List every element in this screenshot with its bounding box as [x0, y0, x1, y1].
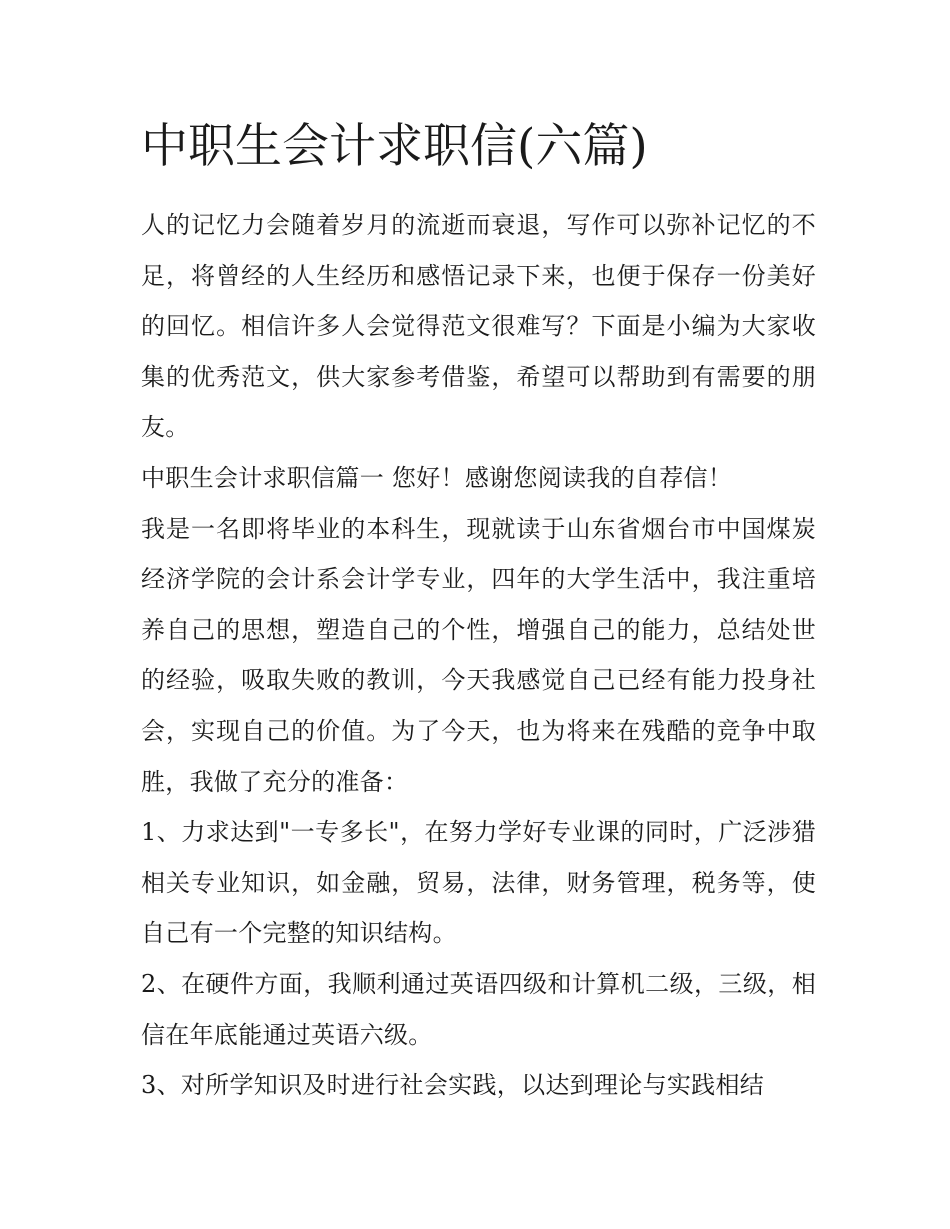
letter-greeting-paragraph: 中职生会计求职信篇一 您好！感谢您阅读我的自荐信！: [141, 463, 733, 492]
intro-paragraph: 人的记忆力会随着岁月的流逝而衰退，写作可以弥补记忆的不足，将曾经的人生经历和感悟记录下来，也便于保存一份美好的回忆。相信许多人会觉得范文很难写？下面是小编为大家收集的优秀范文，供大家参考借鉴，希望可以帮助到有需要的朋友。: [141, 211, 816, 442]
list-item-3: 3、对所学知识及时进行社会实践，以达到理论与实践相结: [141, 1071, 765, 1100]
list-item-1: 1、力求达到"一专多长"，在努力学好专业课的同时，广泛涉猎相关专业知识，如金融，贸易，法律，财务管理，税务等，使自己有一个完整的知识结构。: [141, 818, 816, 948]
document-page: [141, 112, 816, 1111]
self-introduction-paragraph: 我是一名即将毕业的本科生，现就读于山东省烟台市中国煤炭经济学院的会计系会计学专业，四年的大学生活中，我注重培养自己的思想，塑造自己的个性，增强自己的能力，总结处世的经验，吸取失败的教训，今天我感觉自己已经有能力投身社会，实现自己的价值。为了今天，也为将来在残酷的竞争中取胜，我做了充分的准备：: [141, 514, 816, 796]
page-title: 中职生会计求职信(六篇): [141, 119, 648, 174]
list-item-2: 2、在硬件方面，我顺利通过英语四级和计算机二级，三级，相信在年底能通过英语六级。: [141, 969, 816, 1049]
